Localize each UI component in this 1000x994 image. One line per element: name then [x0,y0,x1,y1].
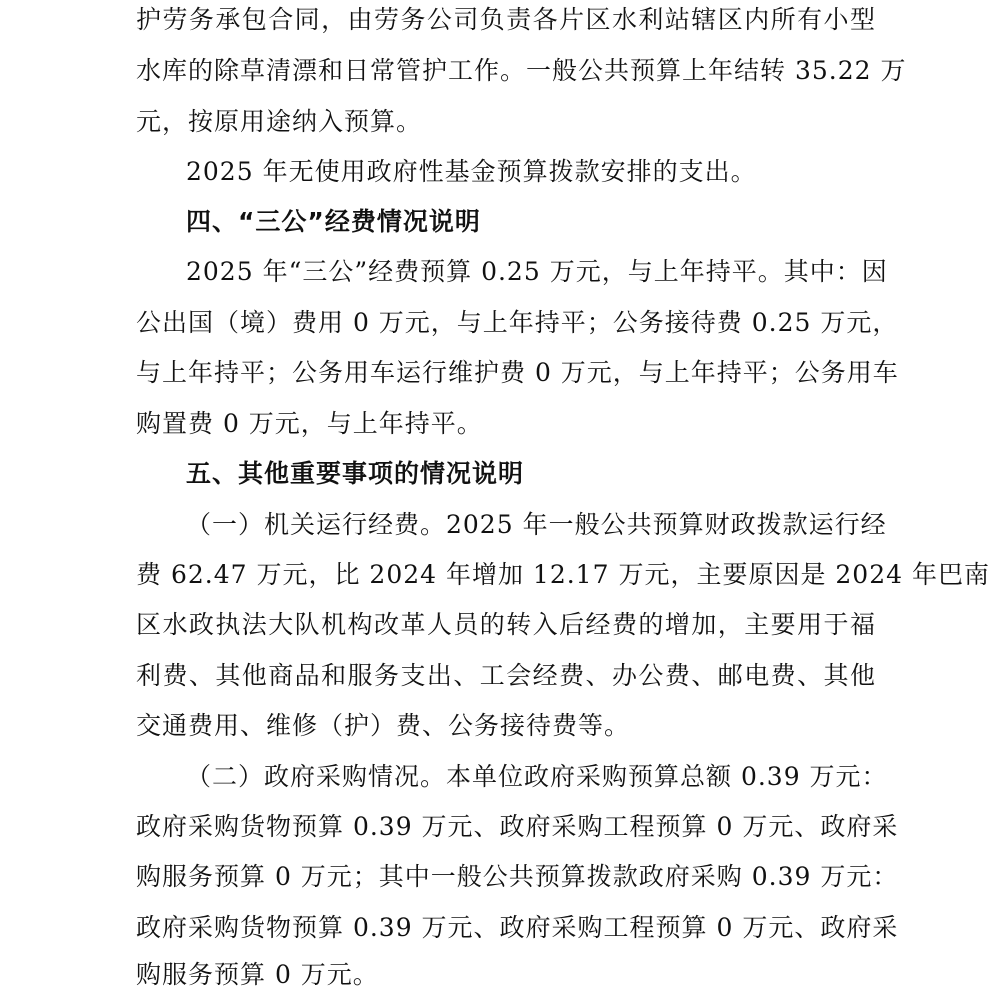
body-text-line: 2025 年“三公”经费预算 0.25 万元，与上年持平。其中：因 [186,257,888,286]
body-text-line: 2025 年无使用政府性基金预算拨款安排的支出。 [186,157,757,186]
body-text-line: 元，按原用途纳入预算。 [136,107,423,136]
body-text-line: 与上年持平；公务用车运行维护费 0 万元，与上年持平；公务用车 [136,358,899,387]
body-text-line: 护劳务承包合同，由劳务公司负责各片区水利站辖区内所有小型 [136,5,876,34]
body-text-line: 政府采购货物预算 0.39 万元、政府采购工程预算 0 万元、政府采 [136,913,899,942]
body-text-line: （二）政府采购情况。本单位政府采购预算总额 0.39 万元： [186,762,888,791]
body-text-line: 水库的除草清漂和日常管护工作。一般公共预算上年结转 35.22 万 [136,56,907,85]
section-heading-other-matters: 五、其他重要事项的情况说明 [186,459,525,488]
body-text-line: 政府采购货物预算 0.39 万元、政府采购工程预算 0 万元、政府采 [136,812,899,841]
body-text-line: 公出国（境）费用 0 万元，与上年持平；公务接待费 0.25 万元， [136,308,899,337]
section-heading-san-gong: 四、“三公”经费情况说明 [186,207,481,236]
body-text-line: 交通费用、维修（护）费、公务接待费等。 [136,711,631,740]
body-text-line: 利费、其他商品和服务支出、工会经费、办公费、邮电费、其他 [136,661,876,690]
body-text-line: 区水政执法大队机构改革人员的转入后经费的增加，主要用于福 [136,610,876,639]
body-text-line: 购置费 0 万元，与上年持平。 [136,409,483,438]
body-text-line: 购服务预算 0 万元；其中一般公共预算拨款政府采购 0.39 万元： [136,862,899,891]
body-text-line: （一）机关运行经费。2025 年一般公共预算财政拨款运行经 [186,510,887,539]
body-text-line: 购服务预算 0 万元。 [136,960,379,989]
body-text-line: 费 62.47 万元，比 2024 年增加 12.17 万元，主要原因是 2024 年巴南 [136,560,990,589]
